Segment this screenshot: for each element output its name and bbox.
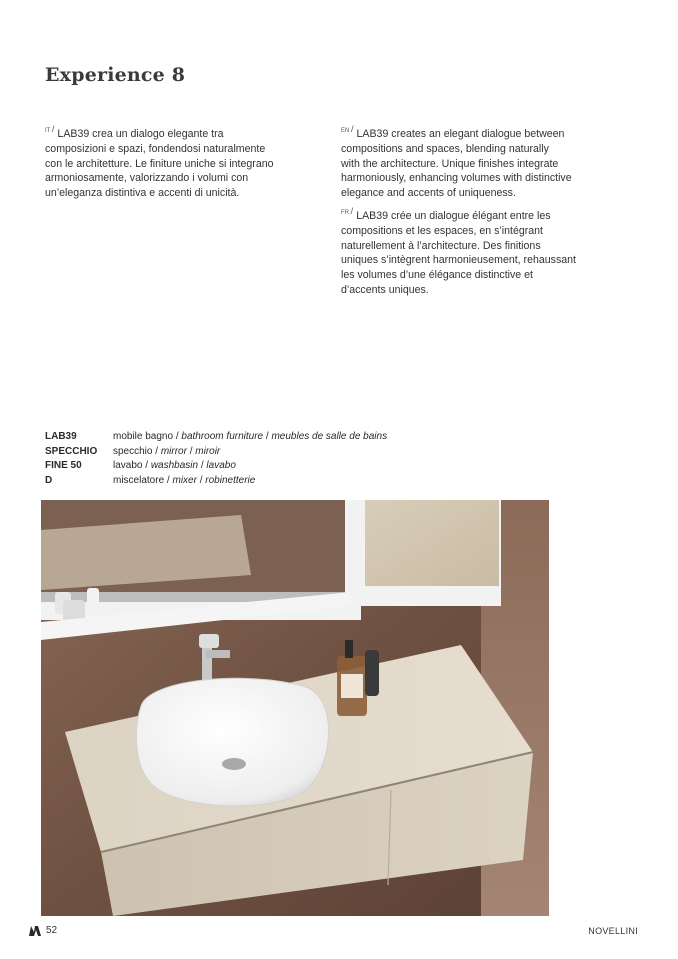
- spec-code: SPECCHIO: [45, 445, 98, 457]
- bathroom-illustration: [41, 500, 549, 916]
- spec-row: [45, 445, 387, 460]
- spec-code: D: [45, 474, 53, 486]
- spec-row: [45, 430, 387, 445]
- dispenser: [365, 650, 379, 696]
- paragraph-line: con le architetture. Le finiture uniche si integrano: [45, 157, 274, 170]
- paragraph-english: [341, 124, 621, 201]
- paragraph-french: [341, 206, 621, 298]
- spec-row: [45, 459, 387, 474]
- stone-panel: [365, 500, 499, 586]
- product-specs: [45, 430, 387, 488]
- paragraph-line: LAB39 crea un dialogo elegante tra: [57, 128, 224, 140]
- paragraph-line: LAB39 crée un dialogue élégant entre les: [356, 210, 551, 222]
- spec-description: specchio / mirror / miroir: [113, 445, 221, 457]
- paragraph-line: harmoniously, enhancing volumes with distinctive: [341, 172, 572, 185]
- paragraph-line: naturellement à l’architecture. Des finitions: [341, 239, 541, 252]
- spec-code: FINE 50: [45, 460, 82, 472]
- lang-tag-en: EN /: [341, 124, 354, 135]
- paragraph-line: elegance and accents of uniqueness.: [341, 187, 516, 200]
- paragraph-line: with the architecture. Unique finishes integrate: [341, 157, 559, 170]
- paragraph-italian: [45, 124, 315, 201]
- novellini-logo-icon: [29, 926, 41, 936]
- paragraph-line: d’accents uniques.: [341, 283, 429, 296]
- spec-description: miscelatore / mixer / robinetterie: [113, 474, 256, 486]
- spec-description: lavabo / washbasin / lavabo: [113, 460, 236, 472]
- paragraph-line: un’eleganza distintiva e accenti di unicità.: [45, 187, 240, 200]
- lang-tag-it: IT /: [45, 124, 55, 135]
- lang-tag-fr: FR /: [341, 206, 354, 217]
- paragraph-line: uniques s’intègrent harmonieusement, rehaussant: [341, 254, 576, 267]
- washbasin: [136, 678, 328, 806]
- paragraph-line: les volumes d’une élégance distinctive et: [341, 269, 533, 282]
- drain: [222, 758, 246, 770]
- paragraph-line: armoniosamente, valorizzando i volumi con: [45, 172, 249, 185]
- spec-code: LAB39: [45, 431, 77, 442]
- spec-description: mobile bagno / bathroom furniture / meubles de salle de bains: [113, 431, 388, 442]
- paragraph-line: composizioni e spazi, fondendosi naturalmente: [45, 142, 266, 155]
- page-title: Experience 8: [45, 64, 186, 86]
- paragraph-line: compositions and spaces, blending naturally: [341, 142, 549, 155]
- product-photo: [41, 500, 549, 916]
- spec-row: [45, 474, 387, 489]
- pump-icon: [345, 640, 353, 658]
- page-number: 52: [46, 925, 58, 936]
- brand-name: NOVELLINI: [588, 926, 638, 936]
- faucet-spout: [206, 650, 230, 658]
- faucet-handle: [199, 634, 219, 648]
- paragraph-line: LAB39 creates an elegant dialogue between: [356, 128, 565, 140]
- paragraph-line: compositions et les espaces, en s’intégrant: [341, 224, 543, 237]
